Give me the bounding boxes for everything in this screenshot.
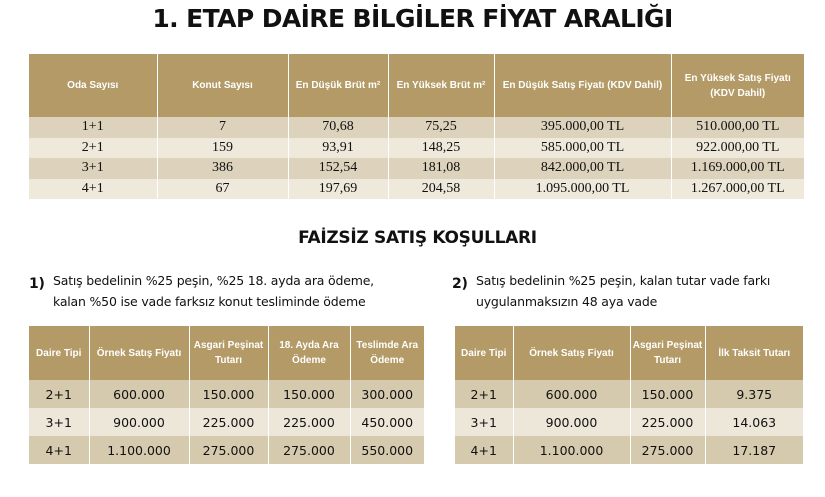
cell-teslimde-odeme: 300.000 [350,380,424,408]
header-min-price: En Düşük Satış Fiyatı (KDV Dahil) [494,54,671,117]
cell-daire-tipi: 3+1 [455,408,513,436]
price-range-table [29,54,804,199]
header-daire-tipi: Daire Tipi [29,326,89,380]
table-row [29,138,804,159]
condition-1-text [53,270,374,312]
condition-1-number: 1) [29,276,45,292]
cell-min-area: 70,68 [288,117,388,138]
table-header-row [455,326,803,380]
cell-pesinat: 225.000 [189,408,268,436]
condition-1-line2: kalan %50 ise vade farksız konut tesliminde ödeme [53,294,366,309]
cell-max-area: 148,25 [388,138,494,159]
condition-1 [29,270,429,320]
cell-max-price: 1.169.000,00 TL [671,158,804,179]
cell-min-price: 585.000,00 TL [494,138,671,159]
cell-daire-tipi: 4+1 [29,436,89,464]
cell-min-area: 197,69 [288,179,388,200]
table-row [29,408,424,436]
payment-plan-1-table [29,326,424,464]
cell-pesinat: 275.000 [630,436,705,464]
condition-1-line1: Satış bedelinin %25 peşin, %25 18. ayda ara ödeme, [53,273,374,288]
condition-2-line1: Satış bedelinin %25 peşin, kalan tutar vade farkı [476,273,771,288]
header-pesinat: Asgari Peşinat Tutarı [189,326,268,380]
cell-min-area: 152,54 [288,158,388,179]
cell-pesinat: 225.000 [630,408,705,436]
header-ornek-fiyat: Örnek Satış Fiyatı [89,326,189,380]
cell-pesinat: 150.000 [630,380,705,408]
cell-max-price: 510.000,00 TL [671,117,804,138]
cell-ilk-taksit: 9.375 [705,380,803,408]
header-ornek-fiyat: Örnek Satış Fiyatı [513,326,630,380]
cell-ornek-fiyat: 1.100.000 [513,436,630,464]
cell-ilk-taksit: 14.063 [705,408,803,436]
table-header-row [29,326,424,380]
cell-daire-tipi: 3+1 [29,408,89,436]
page-title: 1. ETAP DAİRE BİLGİLER FİYAT ARALIĞI [152,4,673,33]
cell-room-type: 4+1 [29,179,157,200]
cell-ara-odeme: 275.000 [268,436,350,464]
cell-max-area: 75,25 [388,117,494,138]
condition-2-text [476,270,788,312]
cell-min-price: 1.095.000,00 TL [494,179,671,200]
header-oda-sayisi: Oda Sayısı [29,54,157,117]
cell-room-type: 1+1 [29,117,157,138]
cell-min-price: 395.000,00 TL [494,117,671,138]
table-header-row [29,54,804,117]
header-max-price: En Yüksek Satış Fiyatı (KDV Dahil) [671,54,804,117]
cell-unit-count: 386 [157,158,288,179]
header-konut-sayisi: Konut Sayısı [157,54,288,117]
cell-unit-count: 159 [157,138,288,159]
cell-max-area: 181,08 [388,158,494,179]
header-teslimde-odeme: Teslimde Ara Ödeme [350,326,424,380]
table-row [29,380,424,408]
cell-room-type: 3+1 [29,158,157,179]
cell-max-price: 1.267.000,00 TL [671,179,804,200]
cell-ilk-taksit: 17.187 [705,436,803,464]
table-row [29,117,804,138]
table-row [29,436,424,464]
cell-min-area: 93,91 [288,138,388,159]
cell-max-price: 922.000,00 TL [671,138,804,159]
table-row [29,179,804,200]
cell-max-area: 204,58 [388,179,494,200]
header-ilk-taksit: İlk Taksit Tutarı [705,326,803,380]
cell-pesinat: 150.000 [189,380,268,408]
cell-daire-tipi: 2+1 [455,380,513,408]
cell-ornek-fiyat: 1.100.000 [89,436,189,464]
cell-daire-tipi: 4+1 [455,436,513,464]
cell-ornek-fiyat: 900.000 [89,408,189,436]
cell-ornek-fiyat: 600.000 [513,380,630,408]
table-row [29,158,804,179]
condition-2-number: 2) [452,276,468,292]
cell-unit-count: 67 [157,179,288,200]
cell-unit-count: 7 [157,117,288,138]
cell-ornek-fiyat: 900.000 [513,408,630,436]
cell-teslimde-odeme: 550.000 [350,436,424,464]
section-title: FAİZSİZ SATIŞ KOŞULLARI [298,228,537,248]
header-daire-tipi: Daire Tipi [455,326,513,380]
cell-ara-odeme: 150.000 [268,380,350,408]
cell-daire-tipi: 2+1 [29,380,89,408]
cell-room-type: 2+1 [29,138,157,159]
condition-2-line2: uygulanmaksızın 48 aya vade [476,294,658,309]
cell-ornek-fiyat: 600.000 [89,380,189,408]
header-ara-odeme: 18. Ayda Ara Ödeme [268,326,350,380]
cell-pesinat: 275.000 [189,436,268,464]
header-min-brut: En Düşük Brüt m² [288,54,388,117]
cell-min-price: 842.000,00 TL [494,158,671,179]
cell-ara-odeme: 225.000 [268,408,350,436]
table-row [455,408,803,436]
header-pesinat: Asgari Peşinat Tutarı [630,326,705,380]
table-row [455,380,803,408]
table-row [455,436,803,464]
payment-plan-2-table [455,326,803,464]
header-max-brut: En Yüksek Brüt m² [388,54,494,117]
cell-teslimde-odeme: 450.000 [350,408,424,436]
condition-2 [452,270,812,320]
